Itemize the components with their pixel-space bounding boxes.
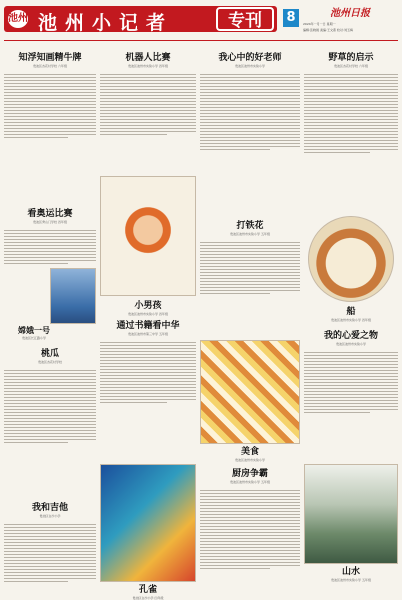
page-number: 8: [283, 9, 299, 27]
article-text: [100, 72, 196, 137]
date-line: 2024年一月一日 星期一: [303, 22, 336, 26]
article-text: [4, 72, 96, 140]
article-byline: 贵池区池州市实验小学: [234, 458, 265, 462]
article-title: 我和吉他: [31, 503, 68, 513]
article-title: 山水: [341, 567, 360, 577]
article-byline: 贵池区池州市实验小学 四年级: [128, 312, 168, 316]
article-byline: 贵池区池州市第三中学 五年级: [128, 332, 168, 336]
boat-drawing: [308, 216, 394, 302]
newspaper-logo: 池州日报: [330, 8, 370, 19]
article-byline: 贵池区白沙小学: [39, 514, 61, 518]
article-title: 机器人比赛: [125, 53, 171, 63]
article-title: 船: [346, 307, 356, 317]
article-title: 我的心爱之物: [323, 331, 378, 341]
article-byline: 贵池区秀山门学校 四年级: [33, 220, 67, 224]
article-byline: 贵池区池州市实验小学 四年级: [128, 64, 168, 68]
article-title: 孔雀: [138, 585, 157, 595]
article-byline: 贵池区池州市实验小学: [234, 64, 265, 68]
masthead-title: 池州小记者: [38, 12, 174, 34]
article-text: [100, 340, 196, 405]
article-byline: 贵池区池州市实验小学 五年级: [230, 480, 270, 484]
article-byline: 贵池区白沙小学 四年级: [132, 596, 164, 600]
article-byline: 贵池区池州市实验小学 四年级: [331, 318, 371, 322]
article-title: 厨房争霸: [231, 469, 268, 479]
masthead: [4, 6, 277, 32]
header-rule: [4, 40, 398, 41]
header: [0, 0, 402, 40]
landscape-drawing: [304, 464, 398, 564]
article-text: [200, 72, 300, 152]
article-byline: 贵池区杏花村学校 六年级: [334, 64, 368, 68]
fish-drawing: [200, 340, 300, 444]
article-text: [4, 522, 96, 584]
article-title: 野草的启示: [328, 53, 374, 63]
article-title: 美食: [240, 447, 259, 457]
boy-drawing: [100, 176, 196, 296]
article-title: 小男孩: [134, 301, 162, 311]
article-text: [304, 350, 398, 415]
article-text: [4, 228, 96, 266]
article-text: [304, 72, 398, 155]
article-byline: 贵池区杏花村学校: [37, 360, 62, 364]
article-title: 我心中的好老师: [218, 53, 282, 63]
article-title: 桃瓜: [40, 349, 59, 359]
article-byline: 贵池区池州市实验小学 五年级: [331, 578, 371, 582]
article-text: [4, 368, 96, 445]
meta-line: 编辑:张晓晨 美编:王文燕 校对:刘玉梅: [303, 28, 353, 32]
article-title: 看奥运比赛: [27, 209, 73, 219]
article-title: 知浮知画精牛牌: [18, 53, 82, 63]
article-byline: 贵池区池州市实验小学: [335, 342, 366, 346]
article-text: [200, 488, 300, 571]
special-label: 专刊: [216, 7, 274, 31]
article-byline: 贵池区池州市实验小学 五年级: [230, 232, 270, 236]
article-byline: 贵池区杏花村学校 六年级: [33, 64, 67, 68]
article-text: [200, 240, 300, 296]
article-title: 通过书籍看中华: [116, 321, 180, 331]
masthead-badge: 池州: [8, 10, 28, 28]
moon-drawing: [50, 268, 96, 324]
article-title: 嫦娥一号: [18, 325, 50, 335]
article-title: 打铁花: [236, 221, 264, 231]
article-byline: 贵池区长江路小学: [21, 336, 46, 340]
peacock-drawing: [100, 464, 196, 582]
